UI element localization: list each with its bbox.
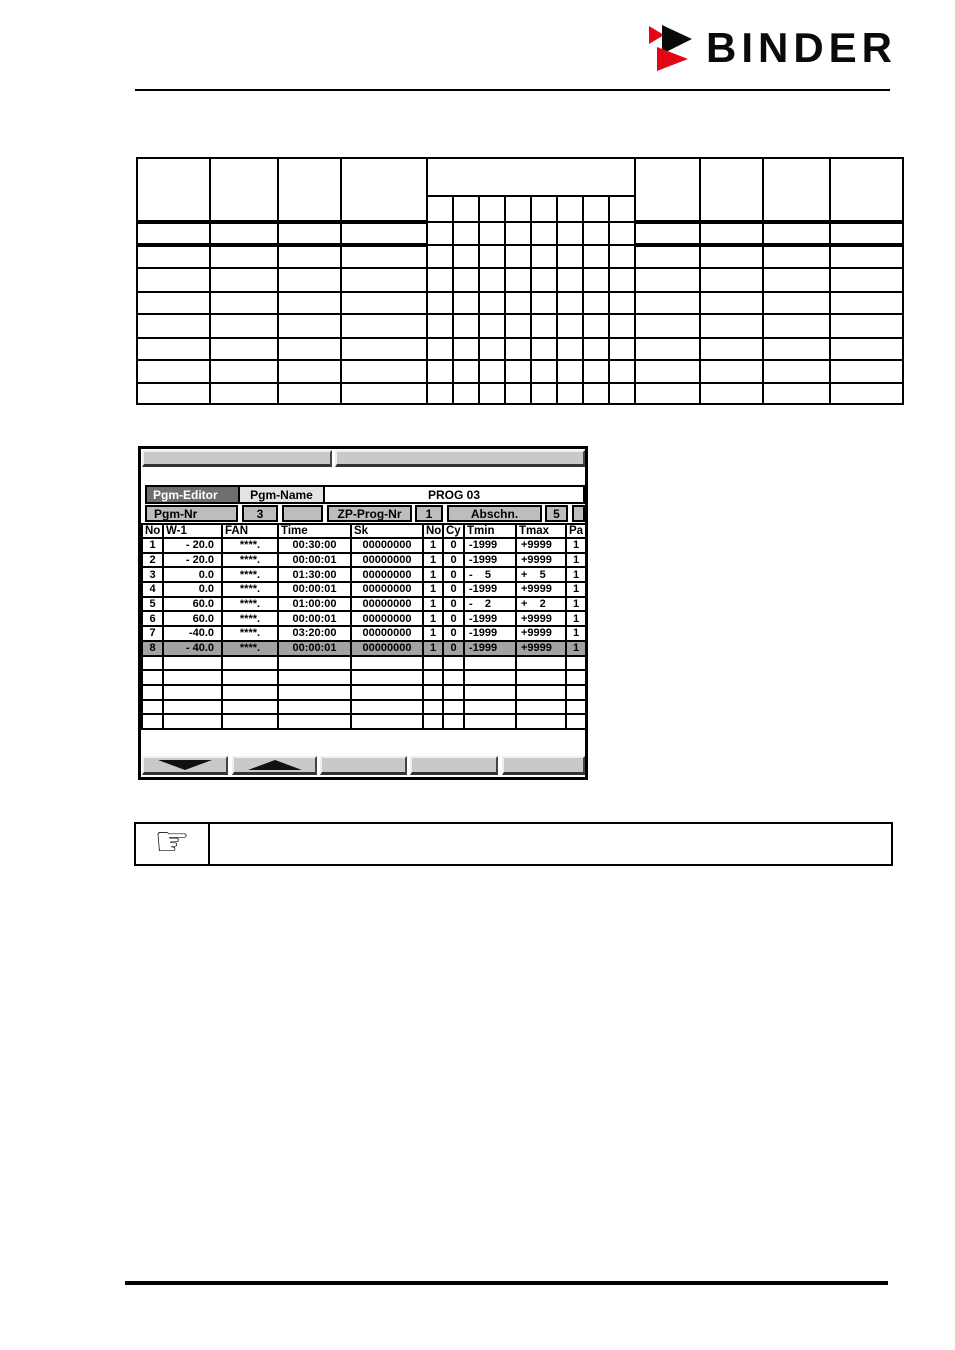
grid-cell[interactable] <box>566 714 586 729</box>
table-grid-line <box>762 159 764 403</box>
grid-cell[interactable] <box>423 714 443 729</box>
grid-cell[interactable]: 01:00:00 <box>278 597 351 612</box>
grid-cell[interactable]: 00000000 <box>351 626 423 641</box>
blank-program-table <box>136 157 904 405</box>
grid-cell[interactable]: 2 <box>142 553 163 568</box>
field-stub-cell <box>572 505 585 522</box>
grid-cell[interactable] <box>222 700 278 715</box>
program-editor-panel <box>138 446 588 780</box>
grid-cell[interactable] <box>351 670 423 685</box>
col-header-cy: Cy <box>443 524 464 538</box>
editor-grid-body <box>142 538 586 729</box>
note-text <box>210 824 891 864</box>
grid-cell[interactable] <box>278 670 351 685</box>
grid-cell[interactable]: 00000000 <box>351 611 423 626</box>
header-rule <box>135 89 890 91</box>
col-header-sk: Sk <box>351 524 423 538</box>
grid-cell[interactable]: 00000000 <box>351 567 423 582</box>
grid-cell[interactable] <box>278 700 351 715</box>
grid-cell[interactable] <box>516 685 566 700</box>
grid-cell[interactable] <box>222 685 278 700</box>
grid-cell[interactable]: 00:00:01 <box>278 553 351 568</box>
pgm-nr-value[interactable]: 3 <box>242 505 278 522</box>
binder-logo-mark-icon <box>648 24 700 72</box>
grid-cell[interactable] <box>566 700 586 715</box>
table-grid-line <box>634 243 902 247</box>
table-grid-line <box>138 337 902 339</box>
page-up-button[interactable] <box>232 756 317 775</box>
abschn-value[interactable]: 5 <box>545 505 568 522</box>
table-grid-line <box>138 267 902 269</box>
nav-button-4[interactable] <box>410 756 498 775</box>
grid-cell[interactable]: 1 <box>566 582 586 597</box>
field-spacer-cell <box>282 505 323 522</box>
grid-cell[interactable] <box>423 656 443 671</box>
grid-cell[interactable]: -1999 <box>464 611 516 626</box>
grid-cell[interactable]: -1999 <box>464 626 516 641</box>
grid-cell[interactable]: 0 <box>443 553 464 568</box>
table-grid-line <box>138 382 902 384</box>
grid-cell[interactable] <box>443 685 464 700</box>
table-grid-line <box>556 195 558 403</box>
grid-cell[interactable]: 1 <box>566 641 586 656</box>
grid-cell[interactable] <box>464 670 516 685</box>
grid-cell[interactable]: -1999 <box>464 538 516 553</box>
grid-cell[interactable]: 0 <box>443 567 464 582</box>
binder-logo-text: BINDER <box>706 24 898 71</box>
col-header-pa: Pa <box>566 524 586 538</box>
grid-cell[interactable]: 1 <box>423 641 443 656</box>
grid-cell[interactable] <box>142 656 163 671</box>
table-grid-line <box>829 159 831 403</box>
grid-cell[interactable] <box>222 656 278 671</box>
grid-cell[interactable] <box>516 714 566 729</box>
nav-button-5[interactable] <box>502 756 585 775</box>
table-row[interactable] <box>142 714 586 729</box>
grid-cell[interactable] <box>278 685 351 700</box>
grid-cell[interactable]: 00:30:00 <box>278 538 351 553</box>
nav-button-3[interactable] <box>320 756 407 775</box>
grid-cell[interactable]: +9999 <box>516 626 566 641</box>
table-row[interactable] <box>142 626 586 641</box>
table-grid-line <box>209 159 211 403</box>
pgm-nr-label: Pgm-Nr <box>145 505 238 522</box>
table-row[interactable] <box>142 597 586 612</box>
table-grid-line <box>138 359 902 361</box>
grid-cell[interactable] <box>163 700 222 715</box>
grid-cell[interactable]: ****. <box>222 567 278 582</box>
grid-cell[interactable]: 0 <box>443 597 464 612</box>
table-row[interactable] <box>142 582 586 597</box>
grid-cell[interactable]: 0.0 <box>163 582 222 597</box>
table-grid-line <box>504 195 506 403</box>
grid-cell[interactable] <box>351 656 423 671</box>
page-down-button[interactable] <box>142 756 228 775</box>
grid-cell[interactable]: 03:20:00 <box>278 626 351 641</box>
grid-cell[interactable]: 00000000 <box>351 597 423 612</box>
table-row[interactable] <box>142 670 586 685</box>
grid-cell[interactable] <box>351 700 423 715</box>
grid-cell[interactable] <box>443 670 464 685</box>
grid-cell[interactable]: -1999 <box>464 641 516 656</box>
grid-cell[interactable] <box>516 670 566 685</box>
table-grid-line <box>277 159 279 403</box>
col-header-no2: No <box>423 524 443 538</box>
grid-cell[interactable] <box>423 700 443 715</box>
grid-cell[interactable] <box>163 656 222 671</box>
grid-cell[interactable] <box>423 670 443 685</box>
grid-cell[interactable]: 1 <box>423 538 443 553</box>
grid-cell[interactable]: 0 <box>443 538 464 553</box>
grid-cell[interactable]: 00000000 <box>351 553 423 568</box>
table-grid-line <box>699 159 701 403</box>
grid-cell[interactable]: 00000000 <box>351 641 423 656</box>
grid-cell[interactable]: 3 <box>142 567 163 582</box>
table-grid-line <box>340 159 342 403</box>
pgm-name-value[interactable]: PROG 03 <box>323 485 585 504</box>
program-step-grid <box>141 523 587 730</box>
grid-cell[interactable] <box>278 714 351 729</box>
grid-cell[interactable]: ****. <box>222 641 278 656</box>
grid-cell[interactable]: 0.0 <box>163 567 222 582</box>
grid-cell[interactable] <box>516 656 566 671</box>
arrow-down-icon <box>158 760 212 770</box>
pgm-editor-title: Pgm-Editor <box>145 485 240 504</box>
grid-cell[interactable] <box>464 714 516 729</box>
grid-cell[interactable]: 5 <box>142 597 163 612</box>
grid-cell[interactable] <box>566 656 586 671</box>
grid-cell[interactable] <box>464 685 516 700</box>
table-row[interactable] <box>142 700 586 715</box>
grid-cell[interactable]: 1 <box>566 597 586 612</box>
grid-cell[interactable]: 00:00:01 <box>278 641 351 656</box>
col-header-time: Time <box>278 524 351 538</box>
table-grid-line <box>634 159 636 403</box>
grid-cell[interactable]: 1 <box>423 553 443 568</box>
col-header-fan: FAN <box>222 524 278 538</box>
grid-cell[interactable]: 0 <box>443 611 464 626</box>
grid-cell[interactable]: 60.0 <box>163 611 222 626</box>
table-grid-line <box>138 291 902 293</box>
table-row[interactable] <box>142 538 586 553</box>
toolbar-button-right[interactable] <box>335 450 585 467</box>
grid-cell[interactable]: 00:00:01 <box>278 611 351 626</box>
table-grid-line <box>634 220 902 224</box>
grid-cell[interactable]: ****. <box>222 611 278 626</box>
table-grid-line <box>426 244 634 246</box>
table-row[interactable] <box>142 685 586 700</box>
grid-cell[interactable]: -1999 <box>464 553 516 568</box>
grid-cell[interactable]: - 20.0 <box>163 538 222 553</box>
grid-header-row <box>142 524 586 538</box>
grid-cell[interactable]: 1 <box>423 567 443 582</box>
grid-cell[interactable] <box>443 656 464 671</box>
grid-cell[interactable]: 0 <box>443 582 464 597</box>
grid-cell[interactable]: - 2 <box>464 597 516 612</box>
grid-cell[interactable]: 00000000 <box>351 538 423 553</box>
grid-cell[interactable]: ****. <box>222 538 278 553</box>
grid-cell[interactable]: 1 <box>423 626 443 641</box>
grid-cell[interactable] <box>222 714 278 729</box>
grid-cell[interactable]: 1 <box>566 626 586 641</box>
grid-cell[interactable]: 01:30:00 <box>278 567 351 582</box>
grid-cell[interactable] <box>464 656 516 671</box>
grid-cell[interactable] <box>566 670 586 685</box>
table-grid-line <box>582 195 584 403</box>
grid-cell[interactable]: 1 <box>142 538 163 553</box>
grid-cell[interactable] <box>163 685 222 700</box>
pgm-name-label: Pgm-Name <box>238 485 325 504</box>
grid-cell[interactable] <box>142 714 163 729</box>
table-grid-line <box>478 195 480 403</box>
table-row[interactable] <box>142 611 586 626</box>
grid-cell[interactable]: - 20.0 <box>163 553 222 568</box>
abschn-label: Abschn. <box>447 505 542 522</box>
grid-cell[interactable]: 1 <box>566 553 586 568</box>
grid-cell[interactable]: -40.0 <box>163 626 222 641</box>
grid-cell[interactable]: +9999 <box>516 582 566 597</box>
arrow-up-icon <box>248 760 302 770</box>
grid-cell[interactable]: + 2 <box>516 597 566 612</box>
grid-cell[interactable]: +9999 <box>516 611 566 626</box>
grid-cell[interactable]: +9999 <box>516 641 566 656</box>
grid-cell[interactable]: 7 <box>142 626 163 641</box>
grid-cell[interactable]: ****. <box>222 626 278 641</box>
toolbar-button-left[interactable] <box>142 450 332 467</box>
grid-cell[interactable]: 6 <box>142 611 163 626</box>
table-grid-line <box>608 195 610 403</box>
grid-cell[interactable]: 1 <box>423 582 443 597</box>
grid-cell[interactable] <box>278 656 351 671</box>
col-header-w1: W-1 <box>163 524 222 538</box>
grid-cell[interactable]: 60.0 <box>163 597 222 612</box>
grid-cell[interactable]: 8 <box>142 641 163 656</box>
col-header-tmin: Tmin <box>464 524 516 538</box>
pointing-hand-icon: ☞ <box>154 819 190 865</box>
grid-cell[interactable] <box>423 685 443 700</box>
grid-cell[interactable] <box>142 670 163 685</box>
zp-prog-nr-value[interactable]: 1 <box>415 505 443 522</box>
grid-cell[interactable]: 1 <box>566 538 586 553</box>
zp-prog-nr-label: ZP-Prog-Nr <box>327 505 412 522</box>
grid-cell[interactable]: - 5 <box>464 567 516 582</box>
table-grid-line <box>426 195 634 197</box>
grid-cell[interactable]: 4 <box>142 582 163 597</box>
table-grid-line <box>426 221 634 223</box>
table-grid-line <box>138 243 426 247</box>
grid-cell[interactable] <box>142 685 163 700</box>
table-grid-line <box>138 220 426 224</box>
grid-cell[interactable] <box>351 685 423 700</box>
grid-cell[interactable]: 1 <box>566 611 586 626</box>
grid-cell[interactable]: ****. <box>222 582 278 597</box>
table-grid-line <box>530 195 532 403</box>
note-icon-cell <box>136 819 210 865</box>
grid-cell[interactable]: 1 <box>423 597 443 612</box>
grid-cell[interactable]: -1999 <box>464 582 516 597</box>
grid-cell[interactable] <box>516 700 566 715</box>
col-header-tmax: Tmax <box>516 524 566 538</box>
table-row[interactable] <box>142 567 586 582</box>
grid-cell[interactable] <box>443 714 464 729</box>
grid-cell[interactable]: ****. <box>222 597 278 612</box>
grid-cell[interactable] <box>142 700 163 715</box>
grid-cell[interactable]: +9999 <box>516 538 566 553</box>
grid-cell[interactable]: 00:00:01 <box>278 582 351 597</box>
table-grid-line <box>138 313 902 315</box>
grid-cell[interactable]: + 5 <box>516 567 566 582</box>
grid-cell[interactable] <box>163 670 222 685</box>
table-row[interactable] <box>142 553 586 568</box>
table-grid-line <box>452 195 454 403</box>
footer-rule <box>125 1281 888 1285</box>
binder-logo <box>648 24 897 72</box>
grid-cell[interactable]: 00000000 <box>351 582 423 597</box>
grid-cell[interactable]: - 40.0 <box>163 641 222 656</box>
grid-cell[interactable] <box>464 700 516 715</box>
grid-cell[interactable] <box>222 670 278 685</box>
grid-cell[interactable] <box>351 714 423 729</box>
grid-cell[interactable]: ****. <box>222 553 278 568</box>
col-header-no: No <box>142 524 163 538</box>
grid-cell[interactable]: 0 <box>443 626 464 641</box>
table-row[interactable] <box>142 656 586 671</box>
grid-cell[interactable]: +9999 <box>516 553 566 568</box>
table-row[interactable] <box>142 641 586 656</box>
grid-cell[interactable] <box>566 685 586 700</box>
note-box <box>134 819 893 866</box>
grid-cell[interactable]: 1 <box>566 567 586 582</box>
grid-cell[interactable] <box>443 700 464 715</box>
grid-cell[interactable]: 0 <box>443 641 464 656</box>
grid-cell[interactable]: 1 <box>423 611 443 626</box>
grid-cell[interactable] <box>163 714 222 729</box>
